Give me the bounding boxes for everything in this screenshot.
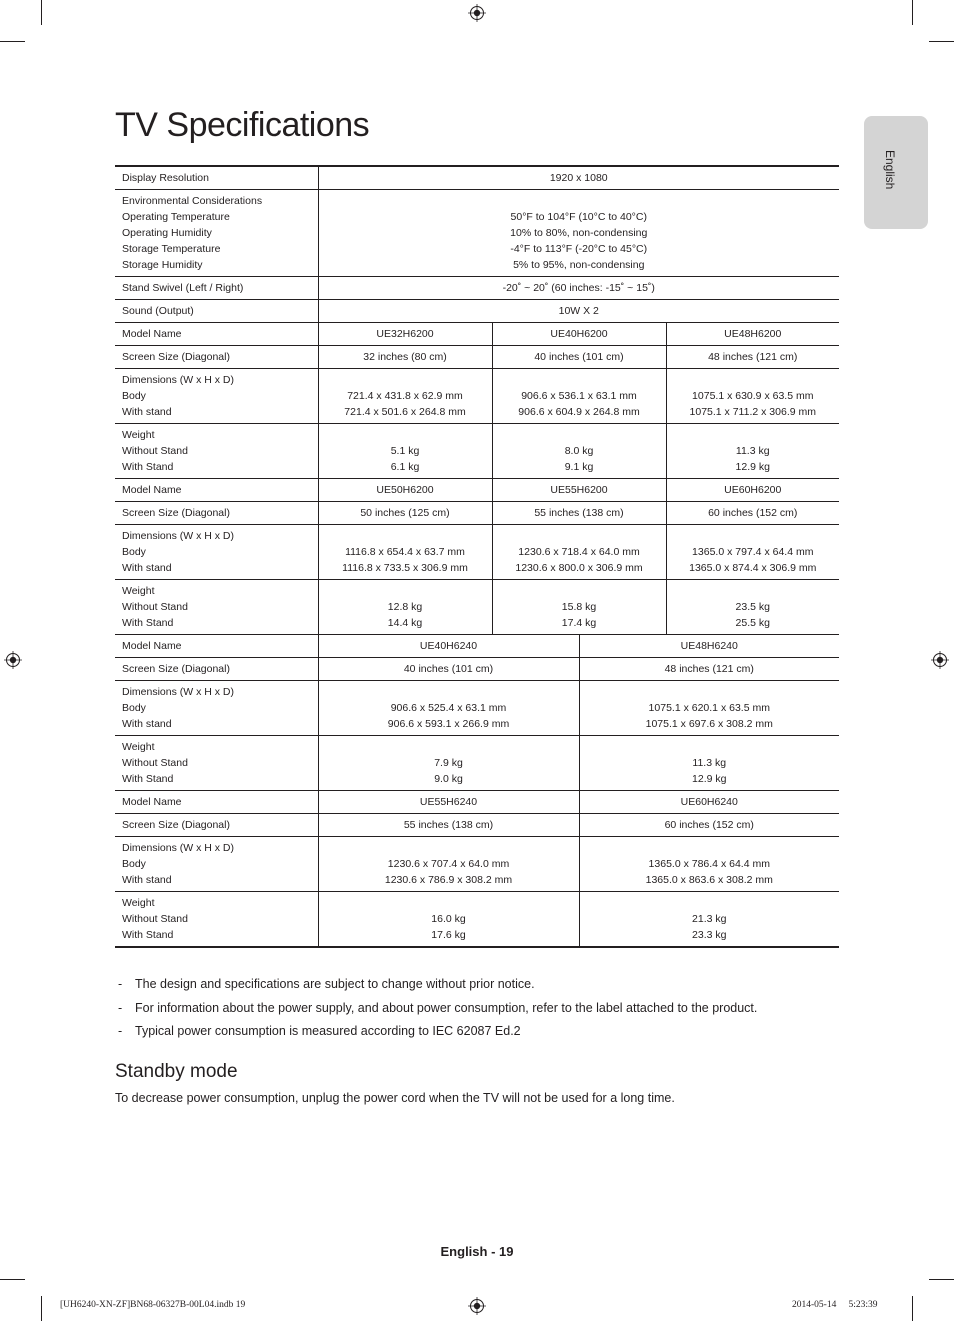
model-spec-row <box>115 892 839 948</box>
spec-value: 5.1 kg 6.1 kg <box>318 424 492 479</box>
note-bullet: - <box>118 1000 123 1015</box>
spec-value: 906.6 x 525.4 x 63.1 mm 906.6 x 593.1 x 266.9 mm <box>318 681 579 736</box>
spec-value: UE60H6200 <box>666 479 839 502</box>
note-bullet: - <box>118 977 123 991</box>
spec-label: Environmental Considerations Operating Temperature Operating Humidity Storage Temperature Storage Humidity <box>122 195 263 271</box>
spec-value: 10W X 2 <box>318 300 839 323</box>
spec-label: Display Resolution <box>122 172 209 184</box>
spec-value: 50 inches (125 cm) <box>318 502 492 525</box>
crop-mark-bottom-left-h <box>0 1279 25 1280</box>
spec-value: 40 inches (101 cm) <box>318 658 579 681</box>
spec-label: Sound (Output) <box>122 305 194 317</box>
spec-label: Model Name <box>122 328 182 340</box>
model-spec-row <box>115 814 839 837</box>
spec-label: Dimensions (W x H x D) Body With stand <box>122 686 235 730</box>
spec-label: Weight Without Stand With Stand <box>122 741 188 785</box>
registration-mark-left-icon <box>4 651 22 669</box>
model-spec-row <box>115 424 839 479</box>
spec-value: UE48H6200 <box>666 323 839 346</box>
crop-mark-bottom-right-v <box>912 1296 913 1321</box>
spec-value: 16.0 kg 17.6 kg <box>318 892 579 948</box>
spec-label: Screen Size (Diagonal) <box>122 351 230 363</box>
spec-label: Screen Size (Diagonal) <box>122 819 230 831</box>
registration-mark-right-icon <box>931 651 949 669</box>
spec-value: 1920 x 1080 <box>318 166 839 190</box>
model-spec-row <box>115 635 839 658</box>
print-slug-left: [UH6240-XN-ZF]BN68-06327B-00L04.indb 19 <box>60 1300 246 1310</box>
spec-value: 1230.6 x 707.4 x 64.0 mm 1230.6 x 786.9 x 308.2 mm <box>318 837 579 892</box>
spec-value: 906.6 x 536.1 x 63.1 mm 906.6 x 604.9 x 264.8 mm <box>492 369 666 424</box>
registration-mark-top-icon <box>468 4 486 22</box>
spec-value: 60 inches (152 cm) <box>666 502 839 525</box>
registration-mark-bottom-icon <box>468 1297 486 1315</box>
spec-value: 1075.1 x 620.1 x 63.5 mm 1075.1 x 697.6 x 308.2 mm <box>579 681 839 736</box>
spec-value: 23.5 kg 25.5 kg <box>666 580 839 635</box>
spec-value: 11.3 kg 12.9 kg <box>666 424 839 479</box>
standby-mode-text: To decrease power consumption, unplug the power cord when the TV will not be used for a long time. <box>115 1091 675 1105</box>
crop-mark-bottom-left-v <box>41 1296 42 1321</box>
spec-value: 11.3 kg 12.9 kg <box>579 736 839 791</box>
language-tab-label: English <box>883 150 897 190</box>
spec-value: UE50H6200 <box>318 479 492 502</box>
note-item <box>115 1022 757 1046</box>
spec-value: 21.3 kg 23.3 kg <box>579 892 839 948</box>
spec-value: 1116.8 x 654.4 x 63.7 mm 1116.8 x 733.5 x 306.9 mm <box>318 525 492 580</box>
crop-mark-bottom-right-h <box>929 1279 954 1280</box>
spec-value: UE55H6240 <box>318 791 579 814</box>
spec-row <box>115 277 839 300</box>
note-text: The design and specifications are subject to change without prior notice. <box>135 977 535 991</box>
note-item <box>115 999 757 1023</box>
note-text: For information about the power supply, and about power consumption, refer to the label attached to the product. <box>135 1000 758 1015</box>
spec-value: UE32H6200 <box>318 323 492 346</box>
model-spec-row <box>115 791 839 814</box>
crop-mark-top-right-v <box>912 0 913 25</box>
crop-mark-top-left-h <box>0 41 25 42</box>
spec-value: 60 inches (152 cm) <box>579 814 839 837</box>
spec-value: -20˚ ~ 20˚ (60 inches: -15˚ ~ 15˚) <box>318 277 839 300</box>
spec-value: UE55H6200 <box>492 479 666 502</box>
model-spec-row <box>115 658 839 681</box>
spec-row <box>115 300 839 323</box>
crop-mark-top-left-v <box>41 0 42 25</box>
spec-value: 1230.6 x 718.4 x 64.0 mm 1230.6 x 800.0 x 306.9 mm <box>492 525 666 580</box>
model-spec-row <box>115 837 839 892</box>
note-bullet: - <box>118 1024 123 1038</box>
spec-value: 8.0 kg 9.1 kg <box>492 424 666 479</box>
model-spec-row <box>115 323 839 346</box>
note-item <box>115 975 757 999</box>
spec-value: 1365.0 x 797.4 x 64.4 mm 1365.0 x 874.4 x 306.9 mm <box>666 525 839 580</box>
spec-value: 48 inches (121 cm) <box>579 658 839 681</box>
standby-mode-heading: Standby mode <box>115 1061 238 1082</box>
spec-value: UE40H6240 <box>318 635 579 658</box>
spec-row <box>115 166 839 190</box>
spec-value: 15.8 kg 17.4 kg <box>492 580 666 635</box>
model-spec-row <box>115 502 839 525</box>
spec-label: Screen Size (Diagonal) <box>122 663 230 675</box>
spec-value: 721.4 x 431.8 x 62.9 mm 721.4 x 501.6 x 264.8 mm <box>318 369 492 424</box>
spec-value: 1075.1 x 630.9 x 63.5 mm 1075.1 x 711.2 x 306.9 mm <box>666 369 839 424</box>
spec-label: Model Name <box>122 484 182 496</box>
specs-table-body <box>115 166 839 947</box>
spec-label: Screen Size (Diagonal) <box>122 507 230 519</box>
specs-table <box>115 165 839 948</box>
model-spec-row <box>115 525 839 580</box>
crop-mark-top-right-h <box>929 41 954 42</box>
spec-value: 55 inches (138 cm) <box>318 814 579 837</box>
spec-label: Dimensions (W x H x D) Body With stand <box>122 530 235 574</box>
spec-label: Model Name <box>122 796 182 808</box>
spec-label: Dimensions (W x H x D) Body With stand <box>122 374 235 418</box>
model-spec-row <box>115 736 839 791</box>
page-title: TV Specifications <box>115 106 370 144</box>
spec-label: Weight Without Stand With Stand <box>122 897 188 941</box>
model-spec-row <box>115 369 839 424</box>
spec-value: 1365.0 x 786.4 x 64.4 mm 1365.0 x 863.6 x 308.2 mm <box>579 837 839 892</box>
model-spec-row <box>115 681 839 736</box>
spec-value: 12.8 kg 14.4 kg <box>318 580 492 635</box>
spec-label: Dimensions (W x H x D) Body With stand <box>122 842 235 886</box>
spec-value: 55 inches (138 cm) <box>492 502 666 525</box>
spec-value: UE48H6240 <box>579 635 839 658</box>
model-spec-row <box>115 479 839 502</box>
model-spec-row <box>115 580 839 635</box>
spec-label: Model Name <box>122 640 182 652</box>
model-spec-row <box>115 346 839 369</box>
spec-value: 40 inches (101 cm) <box>492 346 666 369</box>
spec-row <box>115 190 839 277</box>
spec-value: UE40H6200 <box>492 323 666 346</box>
spec-value: 50°F to 104°F (10°C to 40°C) 10% to 80%, non-condensing -4°F to 113°F (-20°C to 45°C) 5% to 95%, non-condensing <box>318 190 839 277</box>
print-slug-right: 2014-05-14   5:23:39 <box>792 1300 878 1310</box>
spec-value: UE60H6240 <box>579 791 839 814</box>
spec-value: 7.9 kg 9.0 kg <box>318 736 579 791</box>
page-number: English - 19 <box>440 1244 514 1259</box>
notes-list <box>115 975 757 1046</box>
language-tab <box>864 116 928 229</box>
spec-value: 32 inches (80 cm) <box>318 346 492 369</box>
spec-label: Weight Without Stand With Stand <box>122 585 188 629</box>
note-text: Typical power consumption is measured according to IEC 62087 Ed.2 <box>135 1024 521 1038</box>
spec-label: Stand Swivel (Left / Right) <box>122 282 244 294</box>
spec-label: Weight Without Stand With Stand <box>122 429 188 473</box>
spec-value: 48 inches (121 cm) <box>666 346 839 369</box>
